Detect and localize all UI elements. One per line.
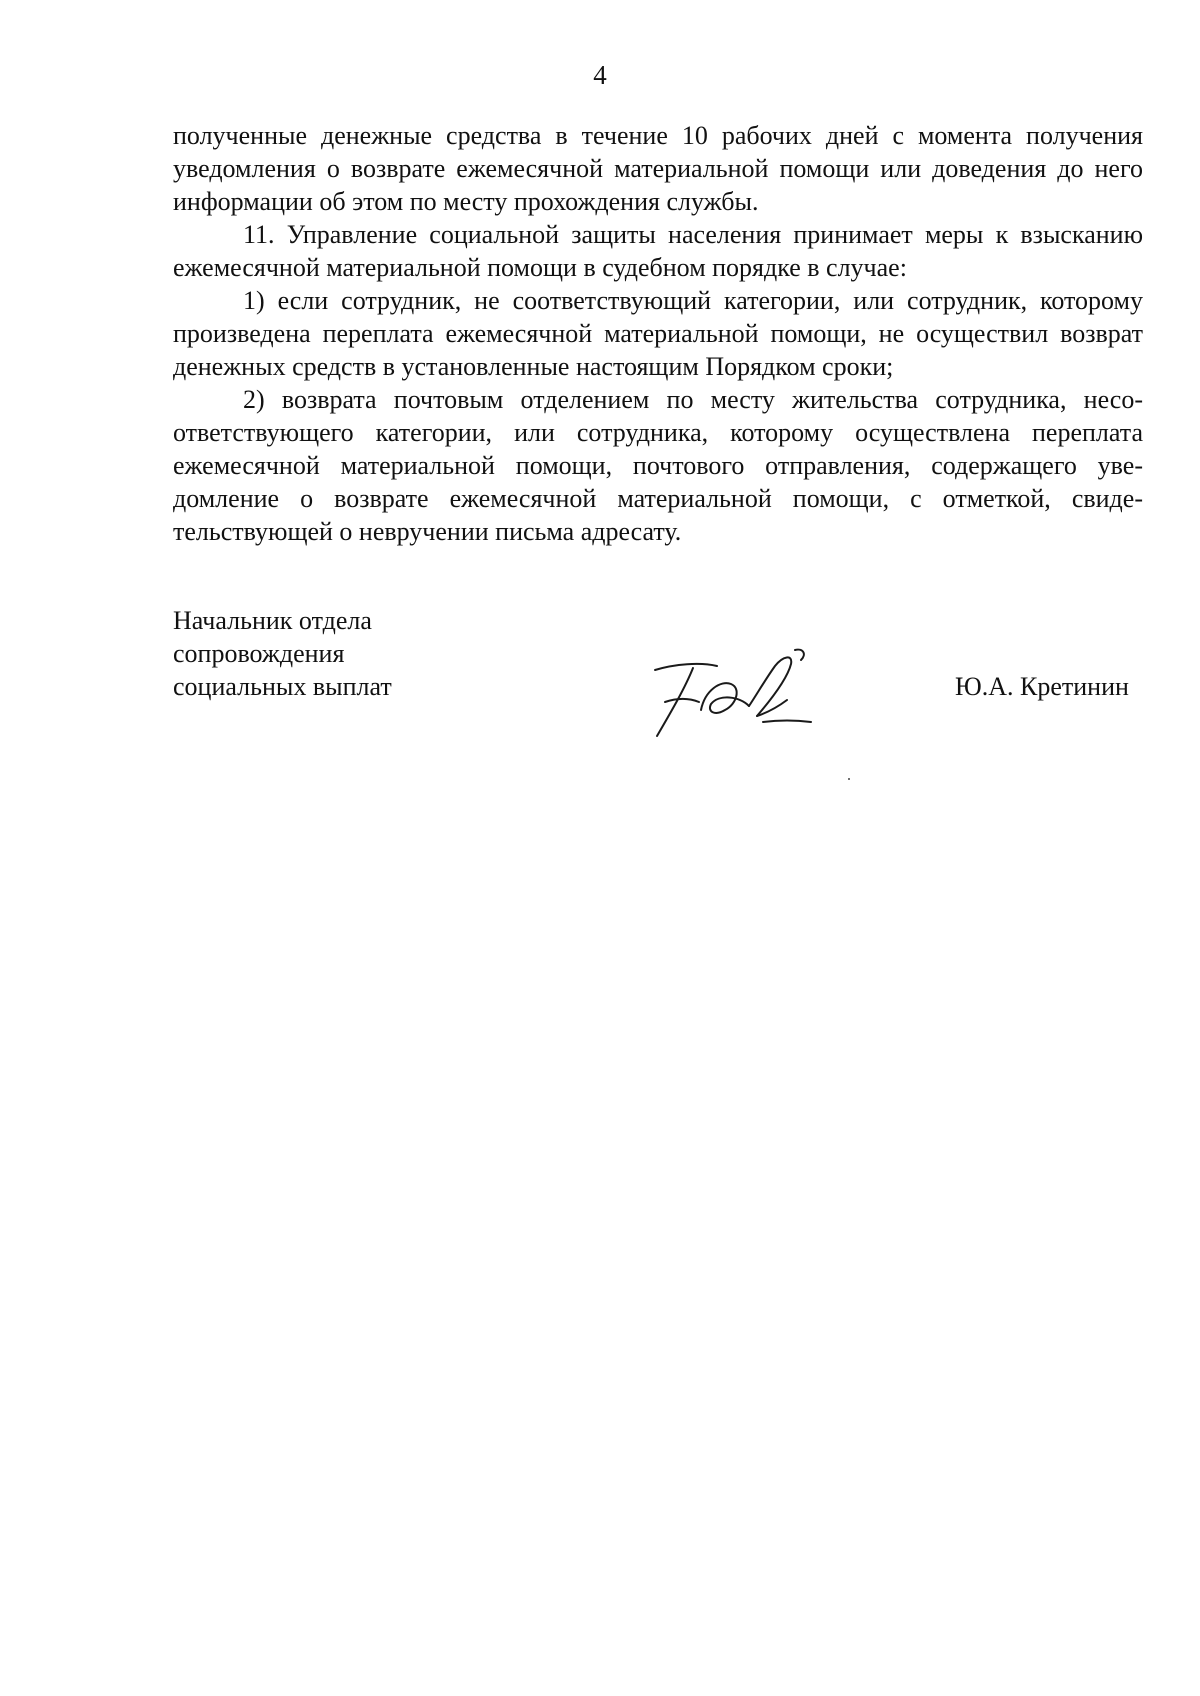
page-number: 4 [593,60,607,90]
paragraph-continuation: полученные денежные средства в течение 10 рабочих дней с момента получения уведомления о возврате ежемесячной материальной помощи или доведения до него информации об этом по месту прохождения службы. [173,121,1143,216]
signatory-title-line: социальных выплат [173,672,392,701]
signatory-title-line: Начальник отдела [173,606,372,635]
document-body [173,119,1143,548]
paragraph-item-11: 11. Управление социальной защиты населения принимает меры к взысканию ежемесячной материальной помощи в судебном порядке в случае: [173,220,1143,282]
scan-speck [848,778,850,780]
signatory-title-line: сопровождения [173,639,345,668]
handwritten-signature-icon [645,640,825,750]
signatory-title [173,604,392,703]
paragraph-subitem-1: 1) если сотрудник, не соответствующий категории, или сотрудник, которому произведена переплата ежемесячной материальной помощи, не осуществил возврат денежных средств в установленные настоящим Порядком сроки; [173,286,1143,381]
paragraph-subitem-2: 2) возврата почтовым отделением по месту жительства сотрудника, несоответствующего категории, или сотрудника, которому осуществлена переплата ежемесячной материальной помощи, почтового отправления, содержащего уведомление о возврате ежемесячной материальной помощи, с отметкой, свидетельствующей о невручении письма адресату. [173,385,1143,546]
signatory-name: Ю.А. Кретинин [955,672,1129,701]
